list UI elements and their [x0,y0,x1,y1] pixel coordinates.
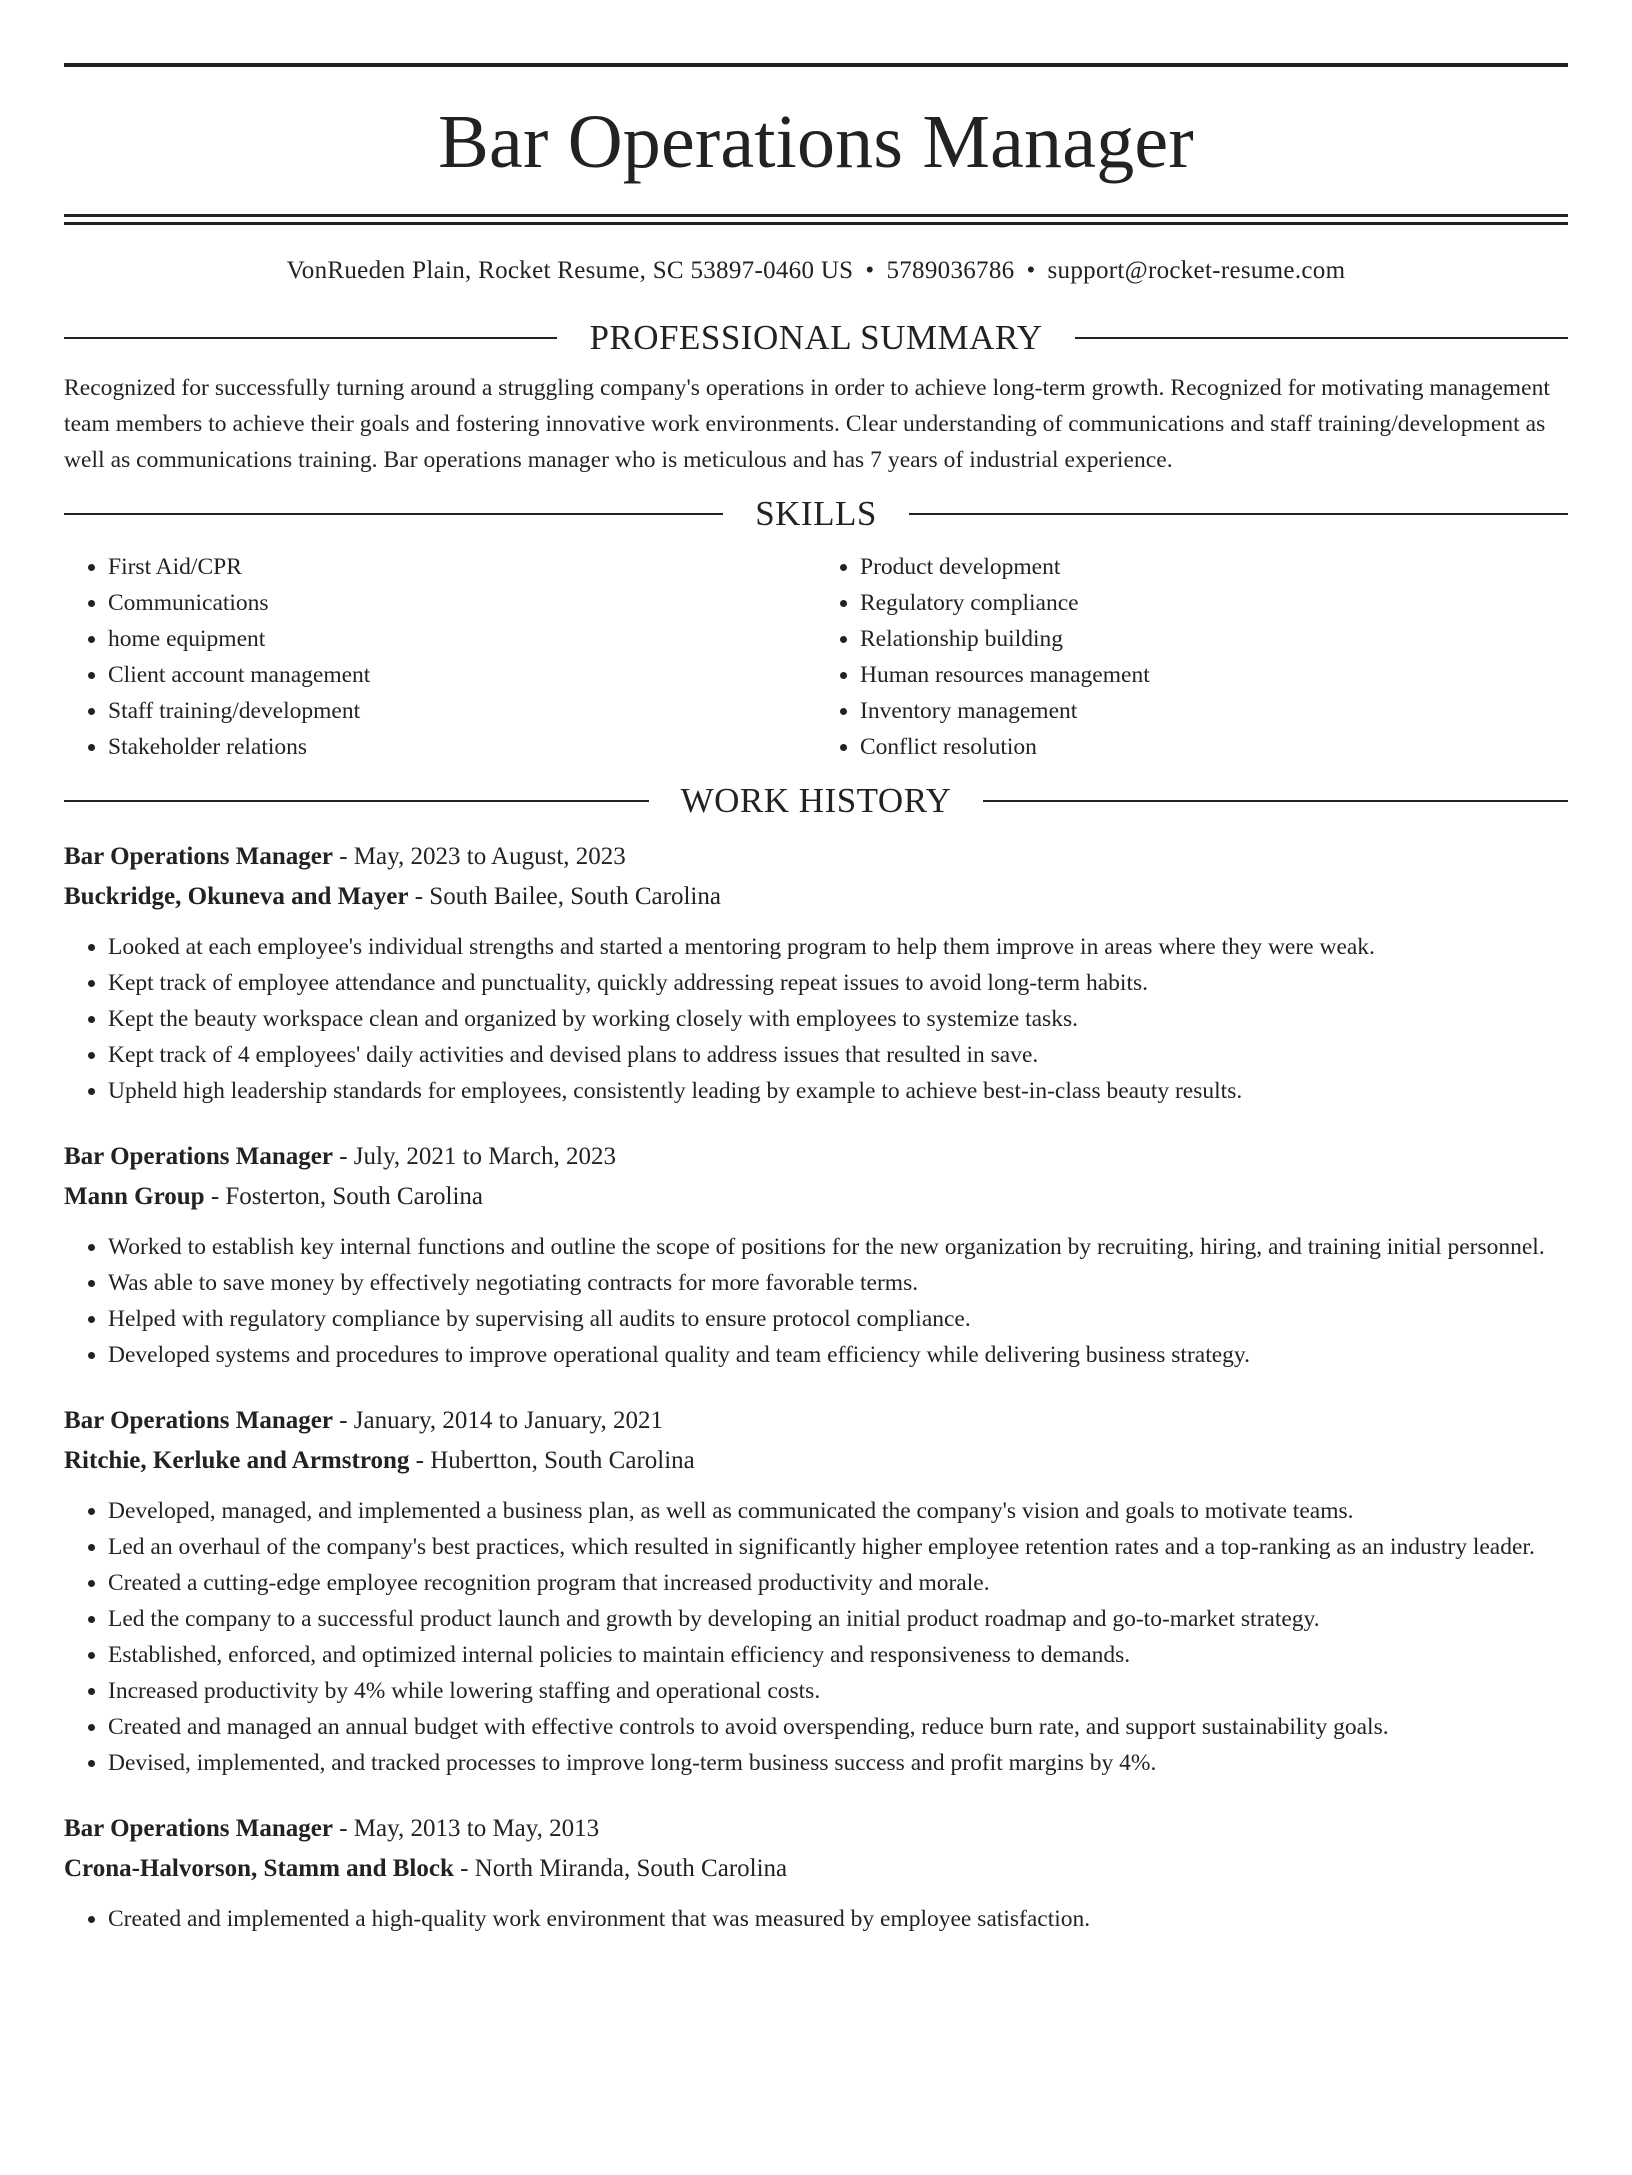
contact-separator: • [865,257,875,284]
contact-separator: • [1026,257,1036,284]
skill-item: • Conflict resolution [860,729,1568,765]
job-bullet: • Devised, implemented, and tracked processes to improve long-term business success and profit margins by 4%. [108,1745,1568,1781]
job-title: Bar Operations Manager [64,1407,333,1434]
job-dates: - May, 2013 to May, 2013 [332,1815,600,1842]
job-location: - South Bailee, South Carolina [408,883,721,910]
skills-section-heading [64,492,1568,536]
job-bullet: • Was able to save money by effectively negotiating contracts for more favorable terms. [108,1265,1568,1301]
divider-line [983,800,1568,802]
skill-item: • Regulatory compliance [860,585,1568,621]
job-company: Mann Group [64,1183,205,1210]
work-section-heading [64,779,1568,823]
skill-item: • Communications [108,585,816,621]
job-location: - North Miranda, South Carolina [453,1855,788,1882]
job-location: - Fosterton, South Carolina [204,1183,484,1210]
job-bullet: • Developed systems and procedures to improve operational quality and team efficiency while delivering business strategy. [108,1337,1568,1373]
job-bullets [64,1229,1568,1373]
job-title-line [64,837,1568,877]
job-bullet: • Kept the beauty workspace clean and organized by working closely with employees to systemize tasks. [108,1001,1568,1037]
contact-address: VonRueden Plain, Rocket Resume, SC 53897-0460 US [286,257,854,284]
job-dates: - July, 2021 to March, 2023 [332,1143,617,1170]
job-bullets [64,1493,1568,1781]
contact-line [64,255,1568,287]
job-bullet: • Created and implemented a high-quality work environment that was measured by employee satisfaction. [108,1901,1568,1937]
job-title: Bar Operations Manager [64,843,333,870]
skill-item: • Client account management [108,657,816,693]
top-rule [64,63,1568,67]
skill-item: • home equipment [108,621,816,657]
job-title-line [64,1809,1568,1849]
job-bullet: • Created and managed an annual budget with effective controls to avoid overspending, reduce burn rate, and support sustainability goals. [108,1709,1568,1745]
job-company: Ritchie, Kerluke and Armstrong [64,1447,410,1474]
job-bullet: • Upheld high leadership standards for employees, consistently leading by example to achieve best-in-class beauty results. [108,1073,1568,1109]
job-title-line [64,1137,1568,1177]
job-title: Bar Operations Manager [64,1143,333,1170]
skill-item: • Staff training/development [108,693,816,729]
job-bullet: • Helped with regulatory compliance by supervising all audits to ensure protocol compliance. [108,1301,1568,1337]
divider-line [64,800,649,802]
job-title-line [64,1401,1568,1441]
job-bullet: • Increased productivity by 4% while lowering staffing and operational costs. [108,1673,1568,1709]
divider-line [64,337,557,339]
skills-heading-label: SKILLS [755,494,877,533]
job-bullet: • Led an overhaul of the company's best practices, which resulted in significantly higher employee retention rates and a top-ranking as an industry leader. [108,1529,1568,1565]
job-title: Bar Operations Manager [64,1815,333,1842]
job-dates: - January, 2014 to January, 2021 [332,1407,663,1434]
job-company: Crona-Halvorson, Stamm and Block [64,1855,454,1882]
skills-column-right [816,549,1568,765]
skills-column-left [64,549,816,765]
job-bullet: • Kept track of 4 employees' daily activities and devised plans to address issues that resulted in save. [108,1037,1568,1073]
summary-text: Recognized for successfully turning around a struggling company's operations in order to achieve long-term growth. Recognized for motivating management team members to achieve their goals and fostering innovative work environments. Clear understanding of communications and staff training/development as well as communications training. Bar operations manager who is meticulous and has 7 years of industrial experience. [64,375,1550,473]
resume-title: Bar Operations Manager [438,100,1194,184]
job-bullets [64,1901,1568,1937]
summary-section-heading [64,316,1568,360]
job-bullet: • Developed, managed, and implemented a business plan, as well as communicated the company's vision and goals to motivate teams. [108,1493,1568,1529]
title-double-rule [64,214,1568,225]
job-bullet: • Led the company to a successful product launch and growth by developing an initial product roadmap and go-to-market strategy. [108,1601,1568,1637]
job-dates: - May, 2023 to August, 2023 [332,843,626,870]
resume-page [0,63,1632,2175]
divider-line [64,513,723,515]
skill-item: • Stakeholder relations [108,729,816,765]
contact-email: support@rocket-resume.com [1047,257,1346,284]
job-company-line [64,877,1568,917]
work-heading-label: WORK HISTORY [680,781,952,820]
job-location: - Hubertton, South Carolina [409,1447,695,1474]
job-bullet: • Looked at each employee's individual strengths and started a mentoring program to help them improve in areas where they were weak. [108,929,1568,965]
job-company: Buckridge, Okuneva and Mayer [64,883,409,910]
skill-item: • First Aid/CPR [108,549,816,585]
job-company-line [64,1177,1568,1217]
contact-phone: 5789036786 [886,257,1015,284]
divider-line [909,513,1568,515]
job-bullet: • Created a cutting-edge employee recognition program that increased productivity and morale. [108,1565,1568,1601]
job-bullet: • Worked to establish key internal functions and outline the scope of positions for the new organization by recruiting, hiring, and training initial personnel. [108,1229,1568,1265]
divider-line [1075,337,1568,339]
summary-heading-label: PROFESSIONAL SUMMARY [589,318,1043,357]
job-company-line [64,1441,1568,1481]
skill-item: • Product development [860,549,1568,585]
job-entry [64,1137,1568,1373]
job-bullet: • Established, enforced, and optimized internal policies to maintain efficiency and responsiveness to demands. [108,1637,1568,1673]
job-entry [64,1401,1568,1781]
skill-item: • Relationship building [860,621,1568,657]
job-bullets [64,929,1568,1109]
job-entry [64,1809,1568,1937]
job-company-line [64,1849,1568,1889]
skills-list [64,549,1568,765]
skill-item: • Inventory management [860,693,1568,729]
job-entry [64,837,1568,1109]
skill-item: • Human resources management [860,657,1568,693]
job-bullet: • Kept track of employee attendance and punctuality, quickly addressing repeat issues to avoid long-term habits. [108,965,1568,1001]
